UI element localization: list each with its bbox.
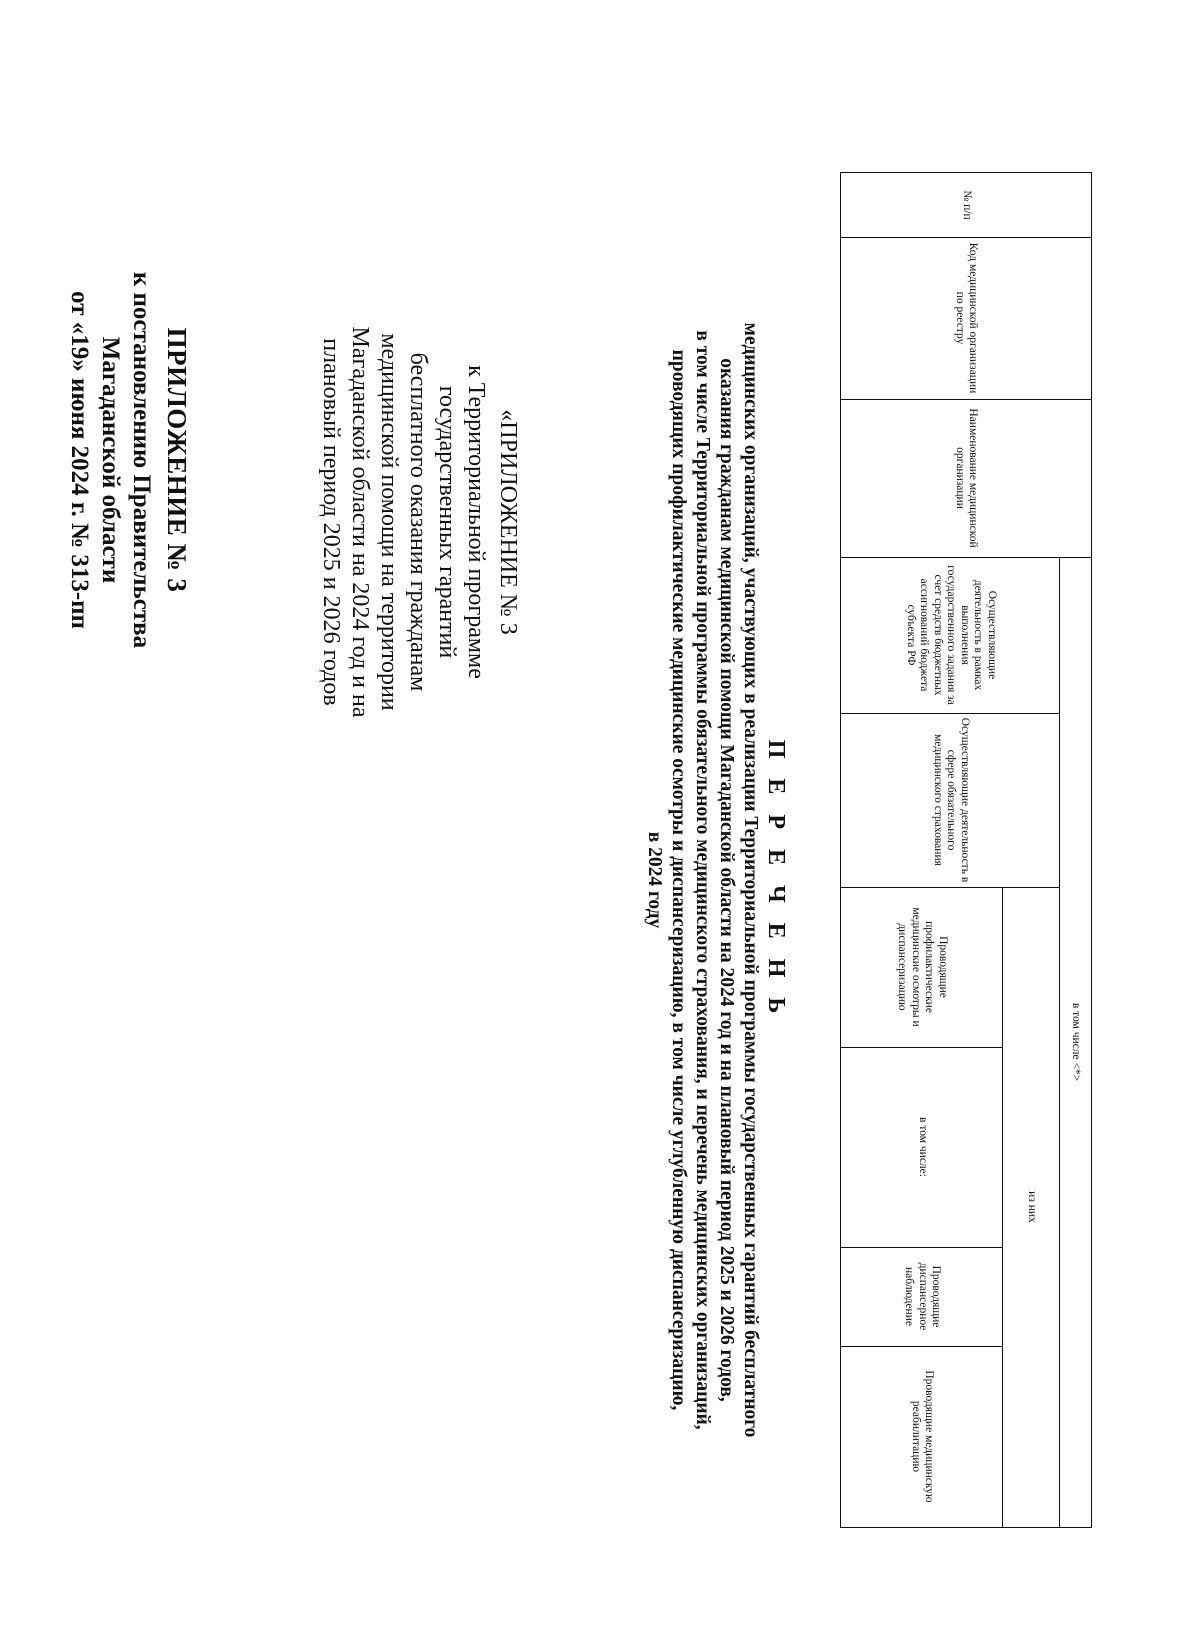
original-appendix-line: к Территориальной программе: [463, 365, 489, 679]
original-appendix-title: «ПРИЛОЖЕНИЕ № 3: [495, 409, 521, 635]
original-appendix-line: бесплатного оказания гражданам: [405, 352, 431, 692]
column-rehabilitation-subitems-header: [1090, 1346, 1091, 1347]
column-preventive-subitems-header: в том числе:: [916, 1117, 929, 1177]
heading-line: в 2024 году: [644, 831, 665, 929]
original-appendix-header: [316, 232, 522, 812]
column-state-task-header: Осуществляющие деятельность в рамках выполнения государственного задания за счет средств бюджетных ассигнований бюджета субъекта РФ: [904, 565, 998, 705]
column-dispensary-observation-header: Проводящие диспансерное наблюдение: [903, 1262, 943, 1331]
column-rehabilitation-header: Проводящие медицинскую реабилитацию: [910, 1370, 936, 1503]
original-appendix-line: медицинской помощи на территории: [376, 333, 402, 711]
column-name-header: Наименование медицинской организации: [954, 408, 980, 548]
column-number-header: № п/п: [960, 190, 973, 220]
heading-title: П Е Р Е Ч Е Н Ь: [763, 739, 789, 1021]
appendix-line: Магаданской области: [97, 336, 124, 584]
appendix-title: ПРИЛОЖЕНИЕ № 3: [162, 327, 192, 593]
original-appendix-line: Магаданской области на 2024 год и на: [347, 326, 373, 718]
heading-line: медицинских организаций, участвующих в реализации Территориальной программы государственных гарантий бесплатного: [740, 322, 761, 1438]
heading-line: оказания гражданам медицинской помощи Магаданской области на 2024 год и на плановый период 2025 и 2026 годов,: [716, 358, 737, 1402]
document-heading: [642, 220, 788, 1540]
column-oms-header: Осуществляющие деятельность в сфере обязательного медицинского страхования: [931, 717, 971, 883]
appendix-header: [64, 180, 192, 740]
appendix-line: к постановлению Правительства: [128, 271, 155, 649]
original-appendix-line: государственных гарантий: [434, 385, 460, 659]
appendix-date: от «19» июня 2024 г. № 313-пп: [66, 291, 93, 629]
column-code-header: Код медицинской организации по реестру: [954, 242, 980, 394]
original-appendix-line: плановый период 2025 и 2026 годов: [318, 338, 344, 706]
heading-line: в том числе Территориальной программы обязательного медицинского страхования, и перечень медицинских организаций,: [692, 330, 713, 1430]
organizations-table-header: [840, 172, 1092, 1528]
column-preventive-exams-header: Проводящие профилактические медицинские осмотры и диспансеризацию: [896, 907, 949, 1027]
of-them-header: из них: [1026, 1191, 1039, 1223]
heading-line: проводящих профилактические медицинские осмотры и диспансеризацию, в том числе углубленную диспансеризацию,: [668, 349, 689, 1411]
in-that-number-header: в том числе <*>: [1070, 1002, 1083, 1082]
